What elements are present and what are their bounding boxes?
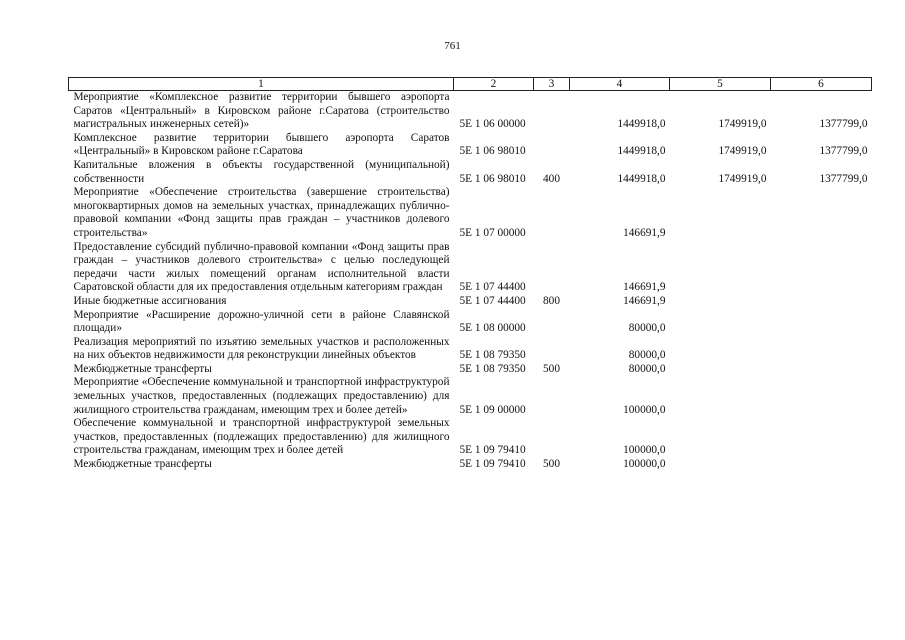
row-name: Мероприятие «Комплексное развитие территории бывшего аэропорта Саратов «Центральный» в Кировском районе г.Саратова (строительство магистральных инженерных сетей)» (73, 91, 450, 131)
row-code: 5Е 1 06 98010 (459, 145, 526, 158)
table-row (69, 458, 872, 472)
row-value-3 (771, 417, 872, 458)
row-name: Межбюджетные трансферты (73, 362, 212, 375)
row-expense-type: 800 (543, 294, 560, 307)
row-name: Предоставление субсидий публично-правовой компании «Фонд защиты прав граждан – участников долевого строительства» с целью последующей передачи части жилых помещений органам исполнительной власти Саратовской области для их предоставления отдельным категориям граждан (73, 240, 450, 294)
table-row (69, 336, 872, 363)
row-expense-type (534, 336, 570, 363)
header-col-2: 2 (454, 78, 534, 91)
row-value-3: 1377799,0 (819, 172, 868, 185)
row-expense-type: 500 (543, 362, 560, 375)
row-code: 5Е 1 06 98010 (459, 172, 526, 185)
row-value-1: 146691,9 (623, 294, 666, 307)
row-code: 5Е 1 07 44400 (459, 294, 526, 307)
row-name: Иные бюджетные ассигнования (73, 294, 227, 307)
row-value-2 (670, 417, 771, 458)
table-row (69, 363, 872, 377)
table-row (69, 309, 872, 336)
budget-table (68, 77, 872, 472)
row-value-3 (771, 363, 872, 377)
row-value-1: 100000,0 (623, 444, 666, 457)
row-value-1: 146691,9 (623, 281, 666, 294)
row-value-3 (771, 241, 872, 295)
row-value-3 (771, 336, 872, 363)
row-value-1: 80000,0 (628, 362, 666, 375)
table-row (69, 376, 872, 417)
row-expense-type (534, 376, 570, 417)
table-row (69, 241, 872, 295)
row-value-2 (670, 363, 771, 377)
row-value-1: 1449918,0 (617, 172, 666, 185)
row-value-1: 100000,0 (623, 458, 666, 471)
row-code: 5Е 1 09 79410 (459, 444, 526, 457)
row-value-2 (670, 295, 771, 309)
table-header (69, 78, 872, 91)
row-name: Реализация мероприятий по изъятию земельных участков и расположенных на них объектов недвижимости для реконструкции линейных объектов (73, 335, 450, 362)
row-code: 5Е 1 08 00000 (459, 322, 526, 335)
row-expense-type (534, 186, 570, 240)
row-value-1: 80000,0 (628, 322, 666, 335)
row-value-2 (670, 309, 771, 336)
row-expense-type (534, 91, 570, 132)
row-expense-type (534, 417, 570, 458)
row-expense-type: 500 (543, 458, 560, 471)
row-value-3 (771, 458, 872, 472)
row-value-2 (670, 336, 771, 363)
row-value-1: 80000,0 (628, 349, 666, 362)
row-code: 5Е 1 08 79350 (459, 362, 526, 375)
row-expense-type (534, 309, 570, 336)
row-name: Мероприятие «Обеспечение строительства (завершение строительства) многоквартирных домов на земельных участках, принадлежащих публично-правовой компании «Фонд защиты прав граждан – участников долевого строительства» (73, 186, 450, 239)
row-value-3: 1377799,0 (819, 118, 868, 131)
row-value-3 (771, 376, 872, 417)
row-value-3: 1377799,0 (819, 145, 868, 158)
table-body (69, 91, 872, 472)
row-expense-type (534, 132, 570, 159)
row-value-1: 100000,0 (623, 403, 666, 416)
row-value-2 (670, 186, 771, 240)
header-row (69, 78, 872, 91)
row-value-2 (670, 376, 771, 417)
row-value-1: 1449918,0 (617, 145, 666, 158)
table-row (69, 186, 872, 240)
table-row (69, 159, 872, 186)
table-row (69, 132, 872, 159)
header-col-3: 3 (534, 78, 570, 91)
row-name: Мероприятие «Обеспечение коммунальной и транспортной инфраструктурой земельных участков, предоставленных (подлежащих предоставлению) для жилищного строительства гражданам, имеющим трех и более детей» (73, 376, 450, 416)
row-code: 5Е 1 07 44400 (459, 281, 526, 294)
row-name: Комплексное развитие территории бывшего аэропорта Саратов «Центральный» в Кировском районе г.Саратова (73, 131, 450, 158)
row-expense-type: 400 (543, 172, 560, 185)
row-name: Капитальные вложения в объекты государственной (муниципальной) собственности (73, 158, 450, 185)
header-col-5: 5 (670, 78, 771, 91)
row-value-3 (771, 295, 872, 309)
row-code: 5Е 1 07 00000 (459, 226, 526, 239)
row-value-2: 1749919,0 (718, 172, 767, 185)
table-row (69, 417, 872, 458)
row-value-1: 1449918,0 (617, 118, 666, 131)
row-value-1: 146691,9 (623, 226, 666, 239)
row-value-2 (670, 458, 771, 472)
row-code: 5Е 1 08 79350 (459, 349, 526, 362)
page-number: 761 (444, 40, 461, 52)
row-value-2: 1749919,0 (718, 118, 767, 131)
row-name: Межбюджетные трансферты (73, 458, 212, 471)
header-col-1: 1 (69, 78, 454, 91)
table-row (69, 295, 872, 309)
header-col-6: 6 (771, 78, 872, 91)
row-name: Мероприятие «Расширение дорожно-уличной сети в районе Славянской площади» (73, 308, 450, 335)
row-expense-type (534, 241, 570, 295)
row-name: Обеспечение коммунальной и транспортной инфраструктурой земельных участков, предоставленных (подлежащих предоставлению) для жилищного строительства гражданам, имеющим трех и более детей (73, 417, 450, 457)
row-value-3 (771, 309, 872, 336)
row-value-2: 1749919,0 (718, 145, 767, 158)
row-value-3 (771, 186, 872, 240)
header-col-4: 4 (570, 78, 670, 91)
row-code: 5Е 1 09 00000 (459, 403, 526, 416)
row-value-2 (670, 241, 771, 295)
row-code: 5Е 1 09 79410 (459, 458, 526, 471)
table-row (69, 91, 872, 132)
row-code: 5Е 1 06 00000 (459, 118, 526, 131)
